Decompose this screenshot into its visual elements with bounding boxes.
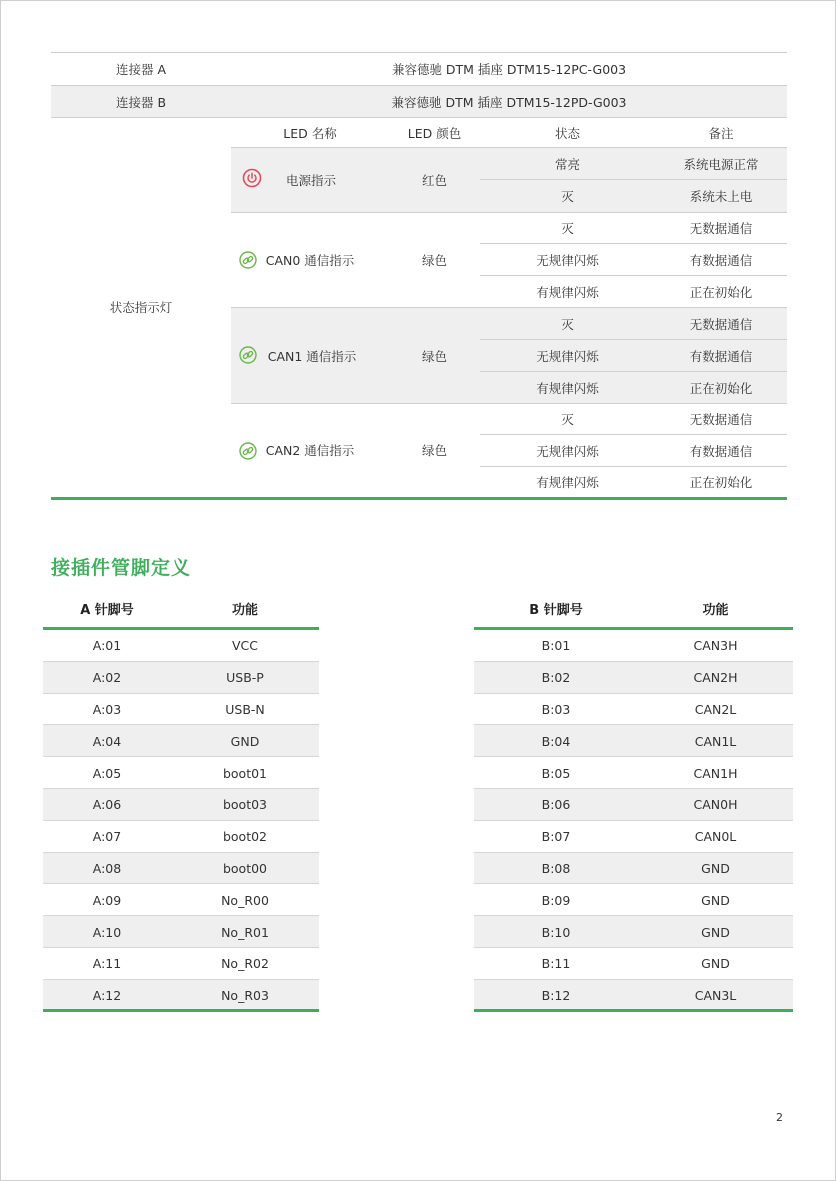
header-note: 备注 (708, 125, 734, 141)
pin-number-cell: B:12 (541, 988, 571, 1004)
pin-function-cell: GND (701, 860, 730, 876)
link-icon (239, 251, 257, 269)
pin-function-cell: No_R02 (221, 956, 269, 972)
pin-function-cell: GND (701, 924, 730, 940)
pin-function-cell: CAN3L (694, 988, 737, 1004)
led-name-power: 电源指示 (285, 173, 336, 188)
note-cell: 有数据通信 (689, 348, 753, 364)
pin-b-header: B 针脚号 (529, 602, 583, 618)
state-cell: 无规律闪烁 (536, 348, 599, 364)
pin-function-cell: USB-N (225, 701, 265, 717)
note-cell: 有数据通信 (689, 443, 753, 459)
pin-function-cell: No_R03 (221, 988, 269, 1004)
note-cell: 正在初始化 (689, 475, 753, 490)
pin-function-cell: CAN2H (693, 670, 738, 686)
led-name-can1: CAN1 通信指示 (267, 348, 357, 364)
note-cell: 系统未上电 (689, 189, 753, 204)
pin-number-cell: B:04 (541, 733, 571, 749)
pin-number-cell: B:06 (541, 797, 571, 813)
header-state: 状态 (554, 125, 580, 141)
function-a-header: 功能 (231, 602, 258, 618)
connector-a-label: 连接器 A (115, 62, 167, 77)
note-cell: 无数据通信 (689, 221, 753, 236)
state-cell: 有规律闪烁 (536, 475, 599, 490)
state-cell: 无规律闪烁 (536, 252, 599, 268)
state-cell: 无规律闪烁 (536, 443, 599, 459)
led-color: 红色 (421, 173, 447, 188)
led-name-can0: CAN0 通信指示 (265, 253, 355, 268)
pin-number-cell: A:02 (92, 670, 122, 686)
pin-b-bottom-rule (474, 1009, 793, 1012)
state-cell: 有规律闪烁 (536, 380, 599, 396)
note-cell: 系统电源正常 (683, 156, 759, 172)
pin-function-cell: GND (701, 892, 730, 908)
connector-a-value: 兼容德驰 DTM 插座 DTM15-12PC-G003 (391, 62, 627, 77)
pin-number-cell: B:08 (541, 860, 571, 876)
pin-function-cell: CAN2L (694, 701, 737, 717)
led-name-can2: CAN2 通信指示 (265, 443, 355, 458)
note-cell: 有数据通信 (689, 252, 753, 268)
pin-function-cell: boot01 (222, 765, 268, 781)
status-section-label: 状态指示灯 (109, 300, 173, 315)
led-color: 绿色 (421, 348, 447, 364)
pin-function-cell: boot03 (222, 797, 268, 813)
note-cell: 无数据通信 (689, 412, 753, 427)
pin-function-cell: VCC (231, 638, 258, 654)
state-cell: 灭 (561, 221, 574, 236)
pin-number-cell: A:10 (92, 924, 122, 940)
note-cell: 正在初始化 (689, 380, 753, 396)
pin-function-cell: CAN0H (693, 797, 738, 813)
pin-function-cell: USB-P (226, 670, 264, 686)
pin-number-cell: B:05 (541, 765, 571, 781)
pin-function-cell: No_R00 (221, 892, 269, 908)
pin-number-cell: A:04 (92, 733, 122, 749)
pin-number-cell: A:07 (92, 829, 122, 845)
pin-function-cell: CAN3H (693, 638, 738, 654)
pin-number-cell: A:03 (92, 701, 122, 717)
page-number: 2 (776, 1111, 783, 1124)
pin-function-cell: GND (230, 733, 260, 749)
pin-number-cell: B:07 (541, 829, 571, 845)
led-color: 绿色 (421, 253, 447, 268)
pin-number-cell: A:05 (92, 765, 122, 781)
connector-b-value: 兼容德驰 DTM 插座 DTM15-12PD-G003 (391, 94, 627, 110)
pin-function-cell: CAN0L (694, 829, 737, 845)
pin-function-cell: boot00 (222, 860, 268, 876)
pin-number-cell: A:01 (92, 638, 122, 654)
pin-number-cell: A:08 (92, 860, 122, 876)
pin-number-cell: B:03 (541, 701, 571, 717)
pin-function-cell: No_R01 (221, 924, 269, 940)
pin-number-cell: B:09 (541, 892, 571, 908)
pin-function-cell: boot02 (222, 829, 268, 845)
link-icon (239, 346, 257, 364)
pin-number-cell: A:12 (92, 988, 122, 1004)
state-cell: 常亮 (554, 156, 580, 172)
pin-number-cell: B:02 (541, 670, 571, 686)
connector-b-label: 连接器 B (115, 94, 167, 110)
state-cell: 有规律闪烁 (536, 284, 599, 300)
state-cell: 灭 (561, 316, 574, 332)
state-cell: 灭 (561, 189, 574, 204)
pin-number-cell: B:11 (541, 956, 571, 972)
pin-number-cell: B:01 (541, 638, 571, 654)
header-led-color: LED 颜色 (407, 125, 462, 141)
table-bottom-rule (51, 497, 787, 500)
link-icon (239, 442, 257, 460)
pin-a-bottom-rule (43, 1009, 319, 1012)
pin-a-header: A 针脚号 (80, 602, 134, 618)
pin-number-cell: A:06 (92, 797, 122, 813)
pin-number-cell: B:10 (541, 924, 571, 940)
state-cell: 灭 (561, 412, 574, 427)
pin-number-cell: A:11 (92, 956, 122, 972)
pin-function-cell: GND (701, 956, 730, 972)
function-b-header: 功能 (702, 602, 729, 618)
note-cell: 无数据通信 (689, 316, 753, 332)
pin-number-cell: A:09 (92, 892, 122, 908)
pin-function-cell: CAN1H (693, 765, 738, 781)
header-led-name: LED 名称 (283, 125, 337, 141)
note-cell: 正在初始化 (689, 284, 753, 300)
pin-function-cell: CAN1L (694, 733, 737, 749)
power-icon (242, 168, 262, 188)
section-title: 接插件管脚定义 (51, 557, 192, 579)
led-color: 绿色 (421, 443, 447, 458)
